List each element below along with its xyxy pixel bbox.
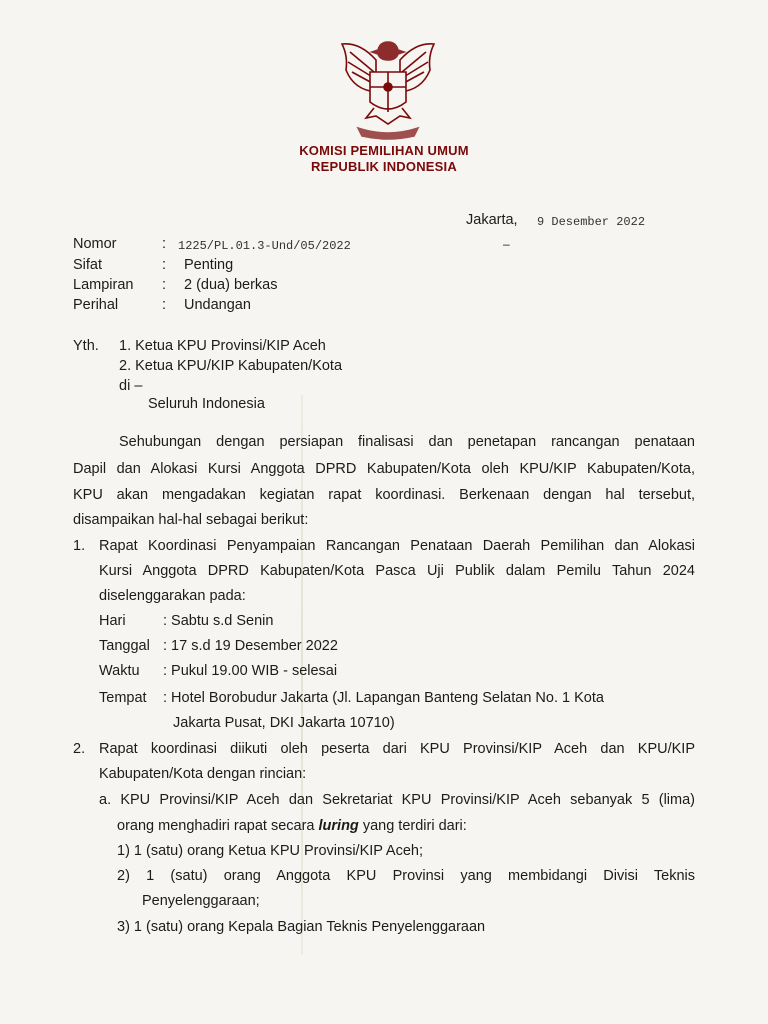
garuda-emblem-icon xyxy=(336,36,440,142)
point-2a-text: yang terdiri dari: xyxy=(358,818,467,834)
addressee-prefix: Yth. xyxy=(73,338,99,354)
meta-label-lampiran: Lampiran xyxy=(73,277,134,293)
sub-item: 3) 1 (satu) orang Kepala Bagian Teknis Penyelenggaraan xyxy=(117,919,486,935)
point-number: 1. xyxy=(73,538,86,554)
schedule-value-hari: : Sabtu s.d Senin xyxy=(163,613,274,629)
meta-value-sifat: Penting xyxy=(184,257,234,273)
meta-label-perihal: Perihal xyxy=(73,297,119,313)
intro-line: KPU akan mengadakan kegiatan rapat koordinasi. Berkenaan dengan hal tersebut, xyxy=(73,487,695,503)
sub-item: 2) 1 (satu) orang Anggota KPU Provinsi yang membidangi Divisi Teknis xyxy=(117,868,695,884)
intro-line: disampaikan hal-hal sebagai berikut: xyxy=(73,512,309,528)
date-dash: – xyxy=(503,237,510,251)
date-city: Jakarta, xyxy=(466,212,518,228)
meta-value-nomor: 1225/PL.01.3-Und/05/2022 xyxy=(178,239,351,253)
point-2a-text: orang menghadiri rapat secara xyxy=(117,818,319,834)
addressee-item: 2. Ketua KPU/KIP Kabupaten/Kota xyxy=(119,358,343,374)
date-value: 9 Desember 2022 xyxy=(537,215,646,229)
institution-name-line2: REPUBLIK INDONESIA xyxy=(311,159,457,174)
schedule-label-tempat: Tempat xyxy=(99,690,147,706)
point-2a-line: a. KPU Provinsi/KIP Aceh dan Sekretariat KPU Provinsi/KIP Aceh sebanyak 5 (lima) xyxy=(99,792,695,808)
schedule-label-hari: Hari xyxy=(99,613,126,629)
schedule-label-waktu: Waktu xyxy=(99,663,140,679)
intro-line: Sehubungan dengan persiapan finalisasi dan penetapan rancangan penataan xyxy=(119,434,695,450)
meta-colon: : xyxy=(162,236,167,252)
point-1-line: Kursi Anggota DPRD Kabupaten/Kota Pasca Uji Publik dalam Pemilu Tahun 2024 xyxy=(99,563,695,579)
meta-label-nomor: Nomor xyxy=(73,236,117,252)
sub-item: 1) 1 (satu) orang Ketua KPU Provinsi/KIP Aceh; xyxy=(117,843,424,859)
point-2-line: Rapat koordinasi diikuti oleh peserta dari KPU Provinsi/KIP Aceh dan KPU/KIP xyxy=(99,741,695,757)
meta-label-sifat: Sifat xyxy=(73,257,103,273)
addressee-di: di – xyxy=(119,378,143,394)
meta-colon: : xyxy=(162,277,167,293)
addressee-place: Seluruh Indonesia xyxy=(148,396,265,412)
meta-value-perihal: Undangan xyxy=(184,297,251,313)
point-1-line: Rapat Koordinasi Penyampaian Rancangan Penataan Daerah Pemilihan dan Alokasi xyxy=(99,538,695,554)
schedule-value-waktu: : Pukul 19.00 WIB - selesai xyxy=(163,663,338,679)
point-number: 2. xyxy=(73,741,86,757)
schedule-value-tempat-cont: Jakarta Pusat, DKI Jakarta 10710) xyxy=(173,715,395,731)
point-1-line: diselenggarakan pada: xyxy=(99,588,246,604)
meta-colon: : xyxy=(162,297,167,313)
luring-emphasis: luring xyxy=(318,818,359,834)
sub-item-cont: Penyelenggaraan; xyxy=(142,893,260,909)
meta-value-lampiran: 2 (dua) berkas xyxy=(184,277,278,293)
institution-name-line1: KOMISI PEMILIHAN UMUM xyxy=(299,143,469,158)
intro-line: Dapil dan Alokasi Kursi Anggota DPRD Kabupaten/Kota oleh KPU/KIP Kabupaten/Kota, xyxy=(73,461,695,477)
point-2a-line xyxy=(117,818,467,834)
schedule-value-tanggal: : 17 s.d 19 Desember 2022 xyxy=(163,638,338,654)
schedule-label-tanggal: Tanggal xyxy=(99,638,150,654)
point-2-line: Kabupaten/Kota dengan rincian: xyxy=(99,766,307,782)
schedule-value-tempat: : Hotel Borobudur Jakarta (Jl. Lapangan Banteng Selatan No. 1 Kota xyxy=(163,690,604,706)
meta-colon: : xyxy=(162,257,167,273)
addressee-item: 1. Ketua KPU Provinsi/KIP Aceh xyxy=(119,338,326,354)
